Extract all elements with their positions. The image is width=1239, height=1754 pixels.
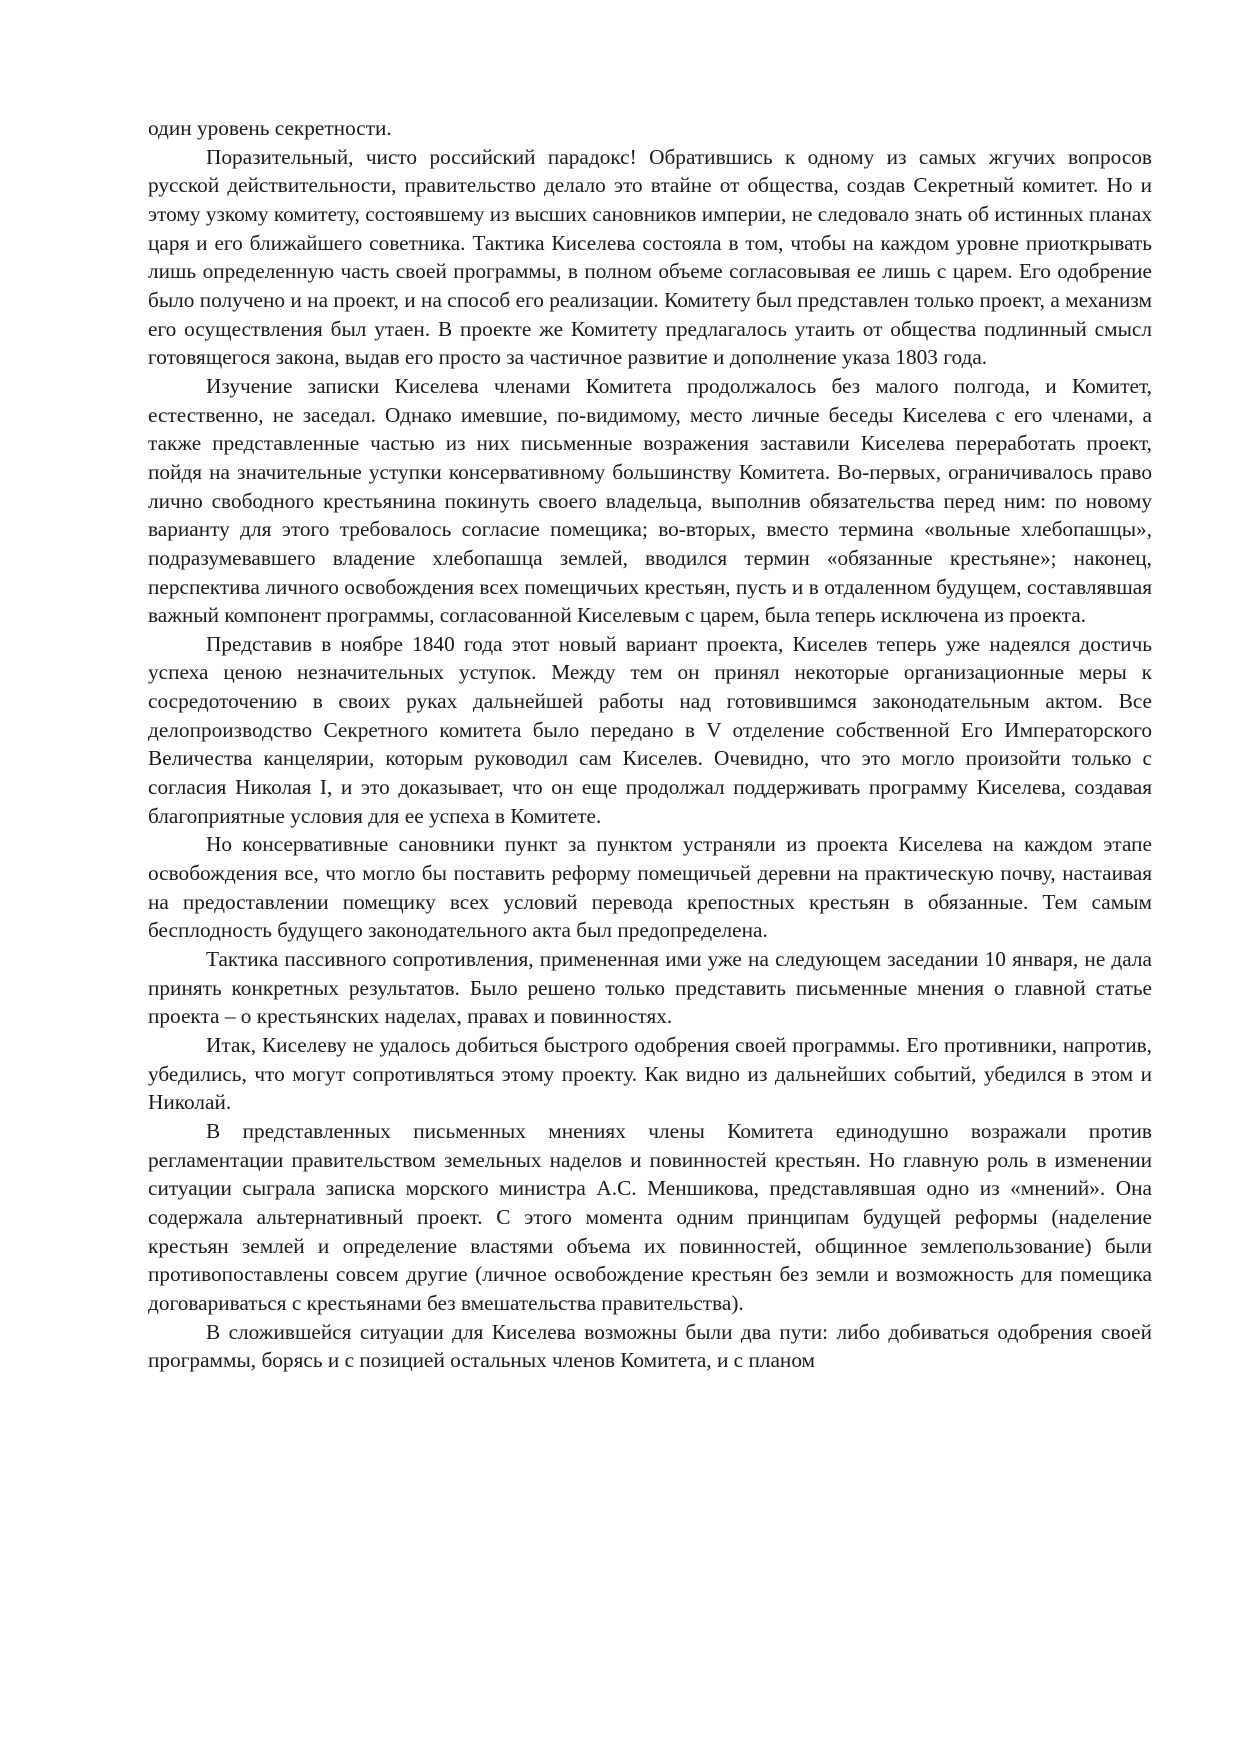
paragraph-0: один уровень секретности. (148, 116, 392, 140)
document-page (148, 114, 1152, 1375)
paragraph-6: Итак, Киселеву не удалось добиться быстрого одобрения своей программы. Его противники, напротив, убедились, что могут сопротивляться этому проекту. Как видно из дальнейших событий, убедился в этом и Николай. (148, 1033, 1152, 1115)
paragraph-8: В сложившейся ситуации для Киселева возможны были два пути: либо добиваться одобрения своей программы, борясь и с позицией остальных членов Комитета, и с планом (148, 1319, 1152, 1373)
paragraph-3: Представив в ноябре 1840 года этот новый вариант проекта, Киселев теперь уже надеялся достичь успеха ценою незначительных уступок. Между тем он принял некоторые организационные меры к сосредоточению в своих руках дальнейшей работы над готовившимся законодательным актом. Все делопроизводство Секретного комитета было передано в V отделение собственной Его Императорского Величества канцелярии, которым руководил сам Киселев. Очевидно, что это могло произойти только с согласия Николая I, и это доказывает, что он еще продолжал поддерживать программу Киселева, создавая благоприятные условия для ее успеха в Комитете. (148, 631, 1152, 828)
paragraph-7: В представленных письменных мнениях члены Комитета единодушно возражали против регламентации правительством земельных наделов и повинностей крестьян. Но главную роль в изменении ситуации сыграла записка морского министра А.С. Меншикова, представлявшая одно из «мнений». Она содержала альтернативный проект. С этого момента одним принципам будущей реформы (наделение крестьян землей и определение властями объема их повинностей, общинное землепользование) были противопоставлены совсем другие (личное освобождение крестьян без земли и возможность для помещика договариваться с крестьянами без вмешательства правительства). (148, 1118, 1152, 1315)
paragraph-4: Но консервативные сановники пункт за пунктом устраняли из проекта Киселева на каждом этапе освобождения все, что могло бы поставить реформу помещичьей деревни на практическую почву, настаивая на предоставлении помещику всех условий перевода крепостных крестьян в обязанные. Тем самым бесплодность будущего законодательного акта был предопределена. (148, 832, 1152, 943)
paragraph-1: Поразительный, чисто российский парадокс! Обратившись к одному из самых жгучих вопросов русской действительности, правительство делало это втайне от общества, создав Секретный комитет. Но и этому узкому комитету, состоявшему из высших сановников империи, не следовало знать об истинных планах царя и его ближайшего советника. Тактика Киселева состояла в том, чтобы на каждом уровне приоткрывать лишь определенную часть своей программы, в полном объеме согласовывая ее лишь с царем. Его одобрение было получено и на проект, и на способ его реализации. Комитету был представлен только проект, а механизм его осуществления был утаен. В проекте же Комитету предлагалось утаить от общества подлинный смысл готовящегося закона, выдав его просто за частичное развитие и дополнение указа 1803 года. (148, 144, 1152, 370)
paragraph-2: Изучение записки Киселева членами Комитета продолжалось без малого полгода, и Комитет, естественно, не заседал. Однако имевшие, по-видимому, место личные беседы Киселева с его членами, а также представленные частью из них письменные возражения заставили Киселева переработать проект, пойдя на значительные уступки консервативному большинству Комитета. Во-первых, ограничивалось право лично свободного крестьянина покинуть своего владельца, выполнив обязательства перед ним: по новому варианту для этого требовалось согласие помещика; во-вторых, вместо термина «вольные хлебопашцы», подразумевавшего владение хлебопашца землей, вводился термин «обязанные крестьяне»; наконец, перспектива личного освобождения всех помещичьих крестьян, пусть и в отдаленном будущем, составлявшая важный компонент программы, согласованной Киселевым с царем, была теперь исключена из проекта. (148, 373, 1152, 628)
paragraph-5: Тактика пассивного сопротивления, примененная ими уже на следующем заседании 10 января, не дала принять конкретных результатов. Было решено только представить письменные мнения о главной статье проекта – о крестьянских наделах, правах и повинностях. (148, 947, 1152, 1029)
